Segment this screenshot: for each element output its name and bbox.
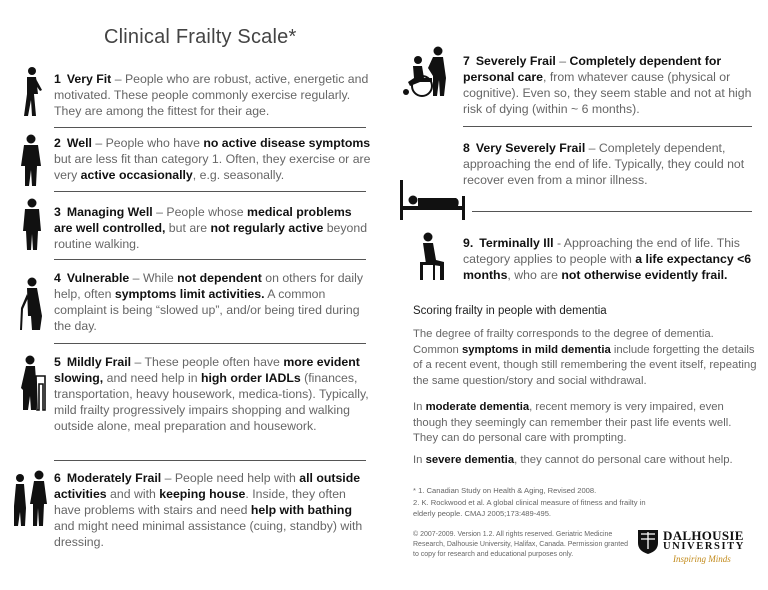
emphasis-text: help with bathing — [250, 503, 352, 517]
page-title: Clinical Frailty Scale* — [104, 26, 297, 48]
body-text: The degree of frailty corresponds to the degree of dementia. Common — [413, 328, 714, 356]
figure-bedridden-icon — [398, 180, 468, 222]
university-crest-icon — [637, 529, 659, 560]
divider — [54, 127, 366, 128]
frailty-level-7 — [463, 53, 753, 117]
emphasis-text: Very Severely Frail — [475, 141, 586, 155]
logo-name-line-2: UNIVERSITY — [663, 541, 745, 552]
dementia-paragraph-mild — [413, 327, 758, 389]
emphasis-text: not dependent — [177, 271, 262, 285]
frailty-level-1 — [54, 71, 370, 119]
body-text: – People whose — [152, 205, 248, 219]
body-text: In — [413, 454, 426, 466]
frailty-level-4 — [54, 270, 372, 334]
level-number: 3 — [54, 205, 61, 219]
body-text: on others for daily help, often — [54, 271, 363, 301]
emphasis-text: high order IADLs — [200, 371, 301, 385]
body-text: include forgetting the details of a recent event, though still remembering the event itself, repeating the same question/story and social withdrawal. — [413, 343, 757, 387]
frailty-level-5 — [54, 354, 372, 434]
divider — [463, 126, 752, 127]
body-text: A common complaint is being “slowed up”, and/or being tired during the day. — [54, 287, 360, 333]
emphasis-text: not regularly active — [210, 221, 324, 235]
emphasis-text: medical problems are well controlled, — [54, 205, 352, 235]
copyright-notice: © 2007-2009. Version 1.2. All rights reserved. Geriatric Medicine Research, Dalhousie University, Halifax, Canada. Permission granted to copy for research and educational purposes only. — [413, 531, 629, 558]
divider — [472, 211, 752, 212]
frailty-level-3 — [54, 204, 372, 252]
emphasis-text: active occasionally — [80, 168, 193, 182]
body-text: but are — [165, 221, 211, 235]
dalhousie-logo — [637, 527, 749, 567]
divider — [54, 343, 366, 344]
level-number: 6 — [54, 471, 61, 485]
dementia-heading: Scoring frailty in people with dementia — [413, 305, 607, 317]
frailty-level-2 — [54, 135, 372, 183]
emphasis-text: Very Fit — [66, 72, 112, 86]
figure-mildly-frail-icon — [18, 354, 48, 412]
body-text: beyond routine walking. — [54, 221, 368, 251]
body-text: and with — [106, 487, 160, 501]
dementia-paragraph-severe — [413, 453, 758, 469]
body-text: – While — [129, 271, 178, 285]
emphasis-text: Terminally Ill — [479, 236, 554, 250]
body-text: . Inside, they often have problems with stairs and need — [54, 487, 346, 517]
emphasis-text: Well — [66, 136, 92, 150]
figure-managing-well-icon — [20, 198, 44, 252]
footnote-ref-1: * 1. Canadian Study on Health & Aging, Revised 2008. — [413, 486, 597, 495]
emphasis-text: more evident slowing, — [54, 355, 360, 385]
emphasis-text: Vulnerable — [66, 271, 130, 285]
level-number: 8 — [463, 141, 470, 155]
footnote-ref-2: 2. K. Rockwood et al. A global clinical measure of fitness and frailty in elderly people. CMAJ 2005;173:489-495. — [413, 498, 646, 518]
divider — [54, 191, 366, 192]
level-number: 7 — [463, 54, 470, 68]
emphasis-text: symptoms limit activities. — [114, 287, 265, 301]
emphasis-text: no active disease symptoms — [203, 136, 371, 150]
dementia-paragraph-moderate — [413, 400, 758, 447]
body-text: – Completely dependent, approaching the end of life. Typically, they could not recover even from a minor illness. — [463, 141, 745, 187]
emphasis-text: not otherwise evidently frail. — [561, 268, 728, 282]
emphasis-text: moderate dementia — [425, 401, 530, 413]
body-text: – People who are robust, active, energetic and motivated. These people commonly exercise regularly. They are among the fittest for their age. — [54, 72, 369, 118]
body-text: , they cannot do personal care without help. — [514, 454, 733, 466]
body-text: , from whatever cause (physical or cognitive). Even so, they seem stable and not at high risk of dying (within ~ 6 months). — [463, 70, 752, 116]
emphasis-text: a life expectancy <6 months — [463, 252, 752, 282]
emphasis-text: severe dementia — [425, 454, 515, 466]
body-text: – People need help with — [161, 471, 300, 485]
body-text: – These people often have — [131, 355, 284, 369]
emphasis-text: Completely dependent for personal care — [463, 54, 722, 84]
body-text: , recent memory is very impaired, even though they seemingly can remember their past life events well. They can do personal care with prompting. — [413, 401, 732, 444]
frailty-level-8 — [463, 140, 753, 188]
body-text: , who are — [507, 268, 562, 282]
emphasis-text: symptoms in mild dementia — [461, 343, 611, 356]
emphasis-text: Mildly Frail — [66, 355, 132, 369]
divider — [54, 460, 366, 461]
figure-moderately-frail-icon — [10, 470, 50, 528]
body-text: – — [555, 54, 570, 68]
body-text: In — [413, 401, 426, 413]
emphasis-text: Managing Well — [66, 205, 153, 219]
emphasis-text: Moderately Frail — [66, 471, 162, 485]
emphasis-text: Severely Frail — [475, 54, 556, 68]
emphasis-text: keeping house — [159, 487, 246, 501]
body-text: and might need minimal assistance (cuing, standby) with dressing. — [54, 519, 363, 549]
body-text: and need help in — [103, 371, 201, 385]
figure-well-icon — [18, 134, 44, 188]
body-text: , e.g. seasonally. — [192, 168, 285, 182]
logo-name-line-1: DALHOUSIE — [663, 528, 744, 543]
level-number: 9. — [463, 236, 474, 250]
body-text: (finances, transportation, heavy housework, medica-tions). Typically, mild frailty progressively impairs shopping and walking outside alone, meal preparation and housework. — [54, 371, 369, 433]
level-number: 4 — [54, 271, 61, 285]
frailty-level-9 — [463, 235, 763, 283]
level-number: 5 — [54, 355, 61, 369]
body-text: – People who have — [91, 136, 204, 150]
figure-vulnerable-icon — [16, 276, 48, 332]
emphasis-text: all outside activities — [54, 471, 361, 501]
body-text: - Approaching the end of life. This category applies to people with — [463, 236, 740, 266]
figure-terminally-ill-icon — [414, 232, 448, 282]
frailty-level-6 — [54, 470, 372, 550]
level-number: 1 — [54, 72, 61, 86]
logo-tagline: Inspiring Minds — [673, 554, 731, 564]
figure-wheelchair-icon — [398, 46, 456, 98]
divider — [54, 259, 366, 260]
body-text: but are less fit than category 1. Often, they exercise or are very — [54, 152, 371, 182]
figure-very-fit-icon — [20, 66, 44, 118]
level-number: 2 — [54, 136, 61, 150]
